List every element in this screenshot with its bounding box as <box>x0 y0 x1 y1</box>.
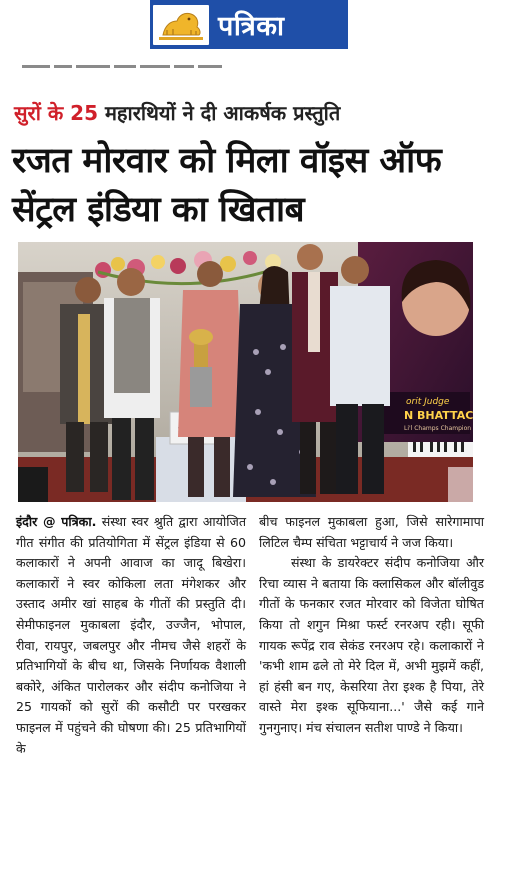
banner-sub: Li'l Champs Champion <box>404 425 472 432</box>
article-column-1 <box>16 512 246 759</box>
kicker-highlight: सुरों के 25 <box>14 101 98 125</box>
banner-label: orit Judge <box>406 397 450 407</box>
newspaper-masthead <box>150 0 348 49</box>
column-1-body: संस्था स्वर श्रुति द्वारा आयोजित गीत संगीत की प्रतियोगिता में सेंट्रल इंडिया से 60 कलाकारों ने अपनी आवाज का जादू बिखेरा। कलाकारों ने स्वर कोकिला लता मंगेशकर और उस्ताद अमीर खां साहब के गीतों की प्रस्तुति दी। सेमीफाइनल मुकाबला इंदौर, उज्जैन, भोपाल, रीवा, रायपुर, जबलपुर और नीमच जैसे शहरों के प्रतिभागियों के बीच था, जिसके निर्णायक वैशाली बकोरे, अंकित पारोलकर और संदीप कनोजिया ने 25 गायकों को सुरों की कसौटी पर परखकर फाइनल में पहुंचने की घोषणा की। 25 प्रतिभागियों के <box>16 514 246 756</box>
article-column-2 <box>259 512 484 739</box>
kicker-text: महारथियों ने दी आकर्षक प्रस्तुति <box>98 101 341 125</box>
banner-name: N BHATTAC <box>404 409 473 422</box>
article-headline: रजत मोरवार को मिला वॉइस ऑफ सेंट्रल इंडिया का खिताब <box>12 141 442 230</box>
lion-logo-icon <box>150 0 212 49</box>
column-2-paragraph-2: संस्था के डायरेक्टर संदीप कनोजिया और रिचा व्यास ने बताया कि क्लासिकल और बॉलीवुड गीतों के फनकार रजत मोरवार को विजेता घोषित किया तो शगुन मिश्रा फर्स्ट रनरअप रही। सूफी गायक रूपेंद्र राव सेकंड रनरअप रहे। कलाकारों ने 'कभी शाम ढले तो मेरे दिल में, अभी मुझमें कहीं, हां हंसी बन गए, केसरिया तेरा इश्क है पिया, तेरे वास्ते मेरा इश्क सूफियाना...' जैसे कई गाने गुनगुनाए। मंच संचालन सतीश पाण्डे ने किया। <box>259 555 484 735</box>
article-kicker <box>14 99 340 126</box>
event-photo <box>18 242 473 502</box>
dateline: इंदौर @ पत्रिका. <box>16 514 97 529</box>
cropped-text-line <box>8 62 408 71</box>
masthead-title: पत्रिका <box>218 11 285 42</box>
column-2-paragraph-1: बीच फाइनल मुकाबला हुआ, जिसे सारेगामापा लिटिल चैम्प संचिता भट्टाचार्य ने जज किया। <box>259 514 484 550</box>
